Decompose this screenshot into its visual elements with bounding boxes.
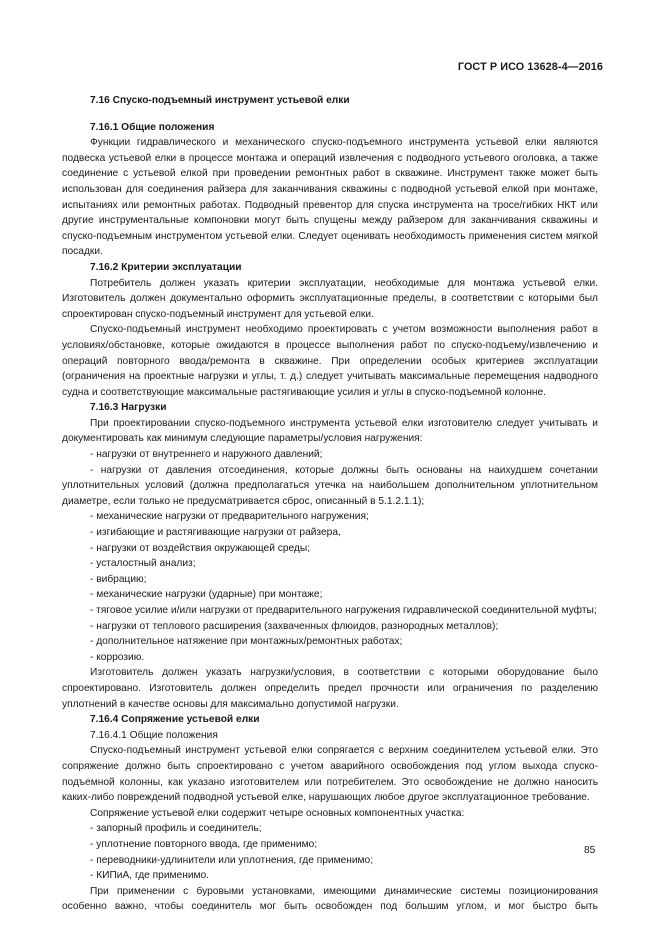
subsection-heading-7-16-1: 7.16.1 Общие положения bbox=[90, 121, 215, 133]
sub-subsection-heading: 7.16.4.1 Общие положения bbox=[90, 729, 218, 741]
paragraph: Потребитель должен указать критерии эксплуатации, необходимые для монтажа устьевой елки. Изготовитель должен документально оформить эксплуатационные пределы, в соответствии с которыми был спроектирован спуско-подъемный инструмент для устьевой елки. bbox=[62, 277, 598, 320]
list-item: - нагрузки от воздействия окружающей среды; bbox=[90, 542, 311, 554]
standard-header: ГОСТ Р ИСО 13628-4—2016 bbox=[457, 61, 603, 73]
paragraph: При проектировании спуско-подъемного инструмента устьевой елки изготовителю следует учитывать и документировать как минимум следующие параметры/условия нагружения: bbox=[62, 417, 598, 445]
list-item: - дополнительное натяжение при монтажных/ремонтных работах; bbox=[90, 636, 403, 648]
section-title: 7.16 Спуско-подъемный инструмент устьевой елки bbox=[90, 95, 350, 106]
list-item: - уплотнение повторного ввода, где применимо; bbox=[90, 838, 318, 850]
paragraph: Сопряжение устьевой елки содержит четыре основных компонентных участка: bbox=[90, 807, 465, 819]
list-item: - тяговое усилие и/или нагрузки от предварительного нагружения гидравлической соединительной муфты; bbox=[90, 605, 597, 616]
subsection-heading-7-16-2: 7.16.2 Критерии эксплуатации bbox=[90, 261, 242, 273]
list-item: - вибрацию; bbox=[90, 573, 147, 585]
list-item: - нагрузки от внутреннего и наружного давлений; bbox=[90, 449, 323, 461]
list-item: - усталостный анализ; bbox=[90, 558, 196, 570]
paragraph: Изготовитель должен указать нагрузки/условия, в соответствии с которыми оборудование было спроектировано. Изготовитель должен определить предел прочности или ограничения по разделению уплотнений в качестве основы для максимально допустимой нагрузки. bbox=[62, 667, 598, 710]
list-item: - механические нагрузки (ударные) при монтаже; bbox=[90, 589, 323, 601]
document-body bbox=[62, 93, 598, 915]
paragraph: Функции гидравлического и механического спуско-подъемного инструмента устьевой елки являются подвеска устьевой елки в процессе монтажа и операций извлечения с подводного устьевого оголовка, а также соединение с устьевой елкой при проведении ремонтных работ в скважине. Инструмент также может быть использован для соединения райзера для заканчивания скважины с подводной устьевой елкой при монтаже, испытаниях или ремонтных работах. Подводный превентор для спуска инструмента на тросе/гибких НКТ или другие инструментальные компоновки могут быть спущены между райзером для заканчивания скважины и спуско-подъемным инструментом устьевой елки. Следует оценивать необходимость применения систем мягкой посадки. bbox=[62, 137, 598, 258]
list-item: - нагрузки от теплового расширения (захваченных флюидов, разнородных металлов); bbox=[90, 620, 499, 632]
list-item: - нагрузки от давления отсоединения, которые должны быть основаны на наихудшем сочетании уплотнительных условий (должна предполагаться утечка на наибольшем дополнительном уплотнительном диаметре, если только не предусматривается сброс, описанный в 5.1.2.1.1); bbox=[62, 464, 598, 507]
list-item: - КИПиА, где применимо. bbox=[90, 870, 210, 882]
paragraph: При применении с буровыми установками, имеющими динамические системы позиционирования особенно важно, чтобы соединитель мог быть освобожден под большим углом, и мог быстро быть bbox=[62, 885, 598, 913]
list-item: - изгибающие и растягивающие нагрузки от райзера, bbox=[90, 527, 341, 539]
list-item: - запорный профиль и соединитель; bbox=[90, 823, 262, 835]
list-item: - переводники-удлинители или уплотнения, где применимо; bbox=[90, 854, 374, 866]
page-number: 85 bbox=[584, 845, 596, 856]
subsection-heading-7-16-4: 7.16.4 Сопряжение устьевой елки bbox=[90, 714, 260, 726]
subsection-heading-7-16-3: 7.16.3 Нагрузки bbox=[90, 402, 167, 414]
list-item: - коррозию. bbox=[90, 651, 145, 663]
paragraph: Спуско-подъемный инструмент устьевой елки сопрягается с верхним соединителем устьевой елки. Это сопряжение должно быть спроектировано с учетом аварийного освобождения под углом выхода спуско-подъемной колонны, как указано изготовителем или потребителем. Это освобождение не должно наносить каких-либо повреждений подводной устьевой елке, нарушающих любое другое эксплуатационное требование. bbox=[62, 745, 598, 804]
list-item: - механические нагрузки от предварительного нагружения; bbox=[90, 511, 369, 523]
paragraph: Спуско-подъемный инструмент необходимо проектировать с учетом возможности выполнения работ в условиях/обстановке, которые ожидаются в процессе выполнения работ по спуско-подъему/извлечению и операций повторного ввода/ремонта в скважине. При определении особых критериев эксплуатации (ограничения на проектные нагрузки и углы, т. д.) следует учитывать максимальные перемещения надводного судна и соответствующие максимальные растягивающие усилия и углы в спуско-подъемной колонне. bbox=[62, 324, 598, 398]
